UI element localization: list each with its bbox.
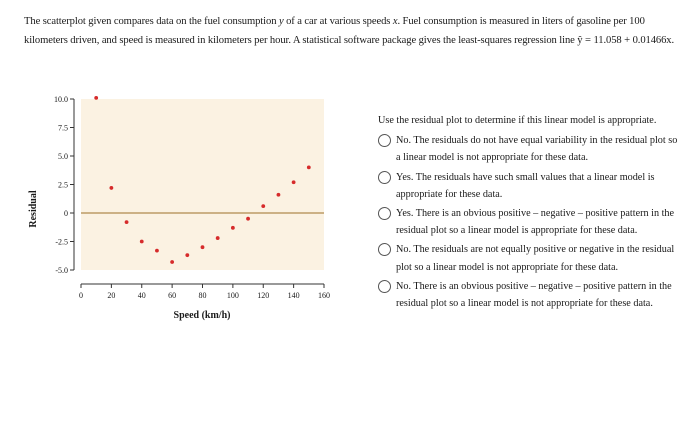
option-e-text: No. There is an obvious positive – negative – positive pattern in the residual plot so a linear model is not appropriate for these data. <box>396 280 672 310</box>
problem-text-1: The scatterplot given compares data on the fuel consumption <box>24 16 279 27</box>
y-tick-label: 7.5 <box>58 123 68 133</box>
data-point <box>170 260 174 264</box>
data-point <box>109 186 113 190</box>
problem-text-2: of a car at various speeds <box>283 16 393 27</box>
data-point <box>125 220 129 224</box>
data-point <box>261 204 265 208</box>
x-tick-label: 0 <box>79 291 83 300</box>
option-b-text: Yes. The residuals have such small values that a linear model is appropriate for these data. <box>396 171 655 200</box>
x-tick-label: 60 <box>168 291 177 300</box>
residual-plot-svg <box>0 92 360 342</box>
data-point <box>94 96 98 100</box>
option-c-text: Yes. There is an obvious positive – negative – positive pattern in the residual plot so a linear model is appropriate for these data. <box>396 208 675 237</box>
option-e[interactable] <box>378 278 678 312</box>
option-c[interactable] <box>378 205 678 239</box>
question-panel <box>378 112 678 314</box>
radio-button-e[interactable] <box>378 280 391 293</box>
x-tick-label: 120 <box>257 291 270 300</box>
radio-button-b[interactable] <box>378 171 391 184</box>
data-point <box>231 226 235 230</box>
x-axis-title: Speed (km/h) <box>173 310 231 321</box>
var-x: x <box>392 16 398 27</box>
y-axis-title: Residual <box>28 190 39 228</box>
x-tick-label: 100 <box>226 291 239 300</box>
y-tick-label: 2.5 <box>58 180 68 190</box>
radio-button-c[interactable] <box>378 207 391 220</box>
y-tick-label: 5.0 <box>58 152 68 161</box>
data-point <box>216 236 220 240</box>
option-d[interactable] <box>378 241 678 275</box>
radio-button-a[interactable] <box>378 134 391 147</box>
problem-text-3: . Fuel consumption is measured in liters of gasoline per 100 kilometers driven, and speed is measured in kilometers per hour. A statistical software package gives the least-squares regression line <box>24 16 645 46</box>
option-a[interactable] <box>378 132 678 166</box>
x-tick-label: 40 <box>137 291 146 300</box>
x-tick-label: 20 <box>107 291 116 300</box>
y-tick-label: 10.0 <box>54 95 68 104</box>
data-point <box>155 249 159 253</box>
question-prompt: Use the residual plot to determine if this linear model is appropriate. <box>378 115 657 126</box>
option-a-text: No. The residuals do not have equal variability in the residual plot so a linear model is not appropriate for these data. <box>396 135 678 164</box>
x-tick-label: 80 <box>198 291 207 300</box>
x-tick-label: 160 <box>318 291 330 300</box>
radio-button-d[interactable] <box>378 243 391 256</box>
option-b[interactable] <box>378 169 678 203</box>
residual-plot <box>0 92 360 342</box>
data-point <box>185 253 189 257</box>
plot-background <box>81 99 324 270</box>
data-point <box>201 245 205 249</box>
option-d-text: No. The residuals are not equally positive or negative in the residual plot so a linear model is not appropriate for these data. <box>396 244 675 273</box>
var-y: y <box>278 16 284 27</box>
regression-equation: ŷ = 11.058 + 0.01466x. <box>577 35 675 46</box>
x-tick-label: 140 <box>287 291 300 300</box>
data-point <box>140 240 144 244</box>
y-tick-label: -2.5 <box>55 237 68 247</box>
y-tick-label: -5.0 <box>55 266 68 275</box>
data-point <box>307 166 311 170</box>
data-point <box>246 217 250 221</box>
problem-statement <box>24 12 680 50</box>
data-point <box>292 180 296 184</box>
data-point <box>277 193 281 197</box>
y-tick-label: 0 <box>64 209 68 218</box>
